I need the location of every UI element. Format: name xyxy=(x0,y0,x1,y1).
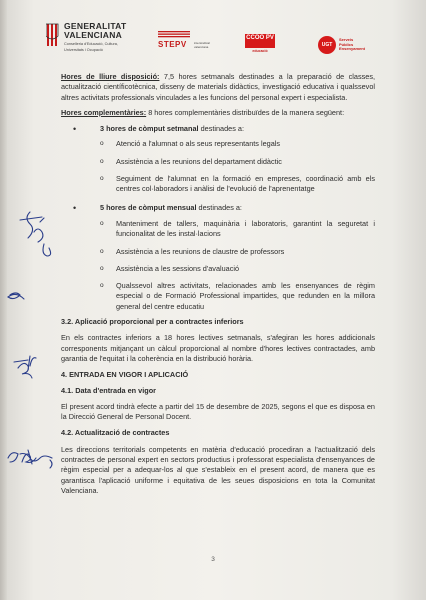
stepv-subtitle: intersindical valenciana xyxy=(194,41,210,49)
term-hores-complementaries: Hores complementàries: xyxy=(61,107,147,117)
paragraph-text: 7,5 hores setmanals destinades a la preparació de classes, actualització científicotècnica, disseny de materials didàctics, investigació educativa i qualssevol altres activitats professionals vinculades a les funcions del personal expert i especialista. xyxy=(61,72,375,102)
ccoo-subtitle: educació xyxy=(252,49,268,53)
list-item-setmanal xyxy=(61,124,375,194)
group-heading: 3 hores de còmput setmanal xyxy=(100,124,199,134)
list-item-mensual xyxy=(61,203,375,312)
list-item: o Qualssevol altres activitats, relacionades amb les ensenyances de règim especial o de Formació Professional impartides, que redunden en la millora general del centre educatiu xyxy=(100,281,375,312)
group-heading-rest: destinades a: xyxy=(198,124,244,134)
page-edge-shadow xyxy=(0,0,7,600)
signature-3 xyxy=(14,356,32,378)
generalitat-emblem-icon xyxy=(46,22,60,48)
list-item: o Manteniment de tallers, maquinària i laboratoris, garantint la seguretat i funcionalitat de les instal·lacions xyxy=(100,219,375,240)
page-number: 3 xyxy=(211,556,215,563)
group-heading-rest: destinades a: xyxy=(196,202,242,212)
section-4-2-title: 4.2. Actualització de contractes xyxy=(61,428,170,438)
paragraph-text: 8 hores complementàries distribuïdes de la manera següent: xyxy=(146,107,345,117)
generalitat-name-line2: VALENCIANA xyxy=(64,30,123,40)
section-4-title: 4. ENTRADA EN VIGOR I APLICACIÓ xyxy=(61,370,189,380)
generalitat-logo xyxy=(46,22,126,53)
paragraph-hores-complementaries xyxy=(61,108,375,118)
margin-signatures xyxy=(0,0,60,600)
list-item: o Assistència a les reunions de claustre de professors xyxy=(100,247,375,257)
group-heading: 5 hores de còmput mensual xyxy=(100,202,197,212)
section-3-2-text: En els contractes inferiors a 18 hores lectives setmanals, s'afegiran les hores addicionals corresponents mitjançant un càlcul proporcional al nombre d'hores lectives contractades, amb garantia de l'equitat i la coherència en la distribució horària. xyxy=(61,333,375,363)
signature-4 xyxy=(8,450,52,464)
sublist-setmanal xyxy=(100,139,375,194)
stepv-logo xyxy=(158,40,210,49)
ugt-logo xyxy=(318,36,367,54)
list-item: o Seguiment de l'alumnat en la formació en empreses, coordinació amb els centres col·laboradors i anàlisi de l'evolució de l'aprenentatge xyxy=(100,174,375,195)
document-body xyxy=(61,72,375,496)
paragraph-lliure-disposicio xyxy=(61,72,375,103)
section-4-1-title: 4.1. Data d'entrada en vigor xyxy=(61,385,157,395)
ugt-subtitle: Serveis Públics Ensenyament xyxy=(339,37,366,52)
list-item: o Assistència a les sessions d'avaluació xyxy=(100,264,375,274)
stepv-name: STEPV xyxy=(158,40,187,49)
conselleria-line1: Conselleria d'Educació, Cultura, xyxy=(64,42,118,46)
section-3-2-title: 3.2. Aplicació proporcional per a contractes inferiors xyxy=(61,317,244,327)
ugt-emblem: UGT xyxy=(318,36,336,54)
section-4-1-text: El present acord tindrà efecte a partir del 15 de desembre de 2025, segons el que es disposa en la Direcció General de Personal Docent. xyxy=(61,401,375,422)
generalitat-name-line1: GENERALITAT xyxy=(64,21,127,31)
signature-1 xyxy=(20,212,43,242)
sublist-mensual xyxy=(100,219,375,312)
section-4-2-text: Les direccions territorials competents en matèria d'educació procediran a l'actualització dels contractes de personal expert en sectors productius i professorat especialista d'ensenyances de règim especial per a adequar-los al que s'estableix en el present acord, de manera que es garantisca l'aplicació uniforme i equitativa de les seues disposicions en tota la Comunitat Valenciana. xyxy=(61,444,375,495)
list-item: o Atenció a l'alumnat o als seus representants legals xyxy=(100,139,375,149)
complementary-hours-list xyxy=(61,124,375,312)
conselleria-line2: Universitats i Ocupació xyxy=(64,48,103,53)
term-lliure-disposicio: Hores de lliure disposició: xyxy=(61,72,160,81)
list-item: o Assistència a les reunions del departament didàctic xyxy=(100,157,375,167)
stepv-stripes-icon xyxy=(158,31,190,39)
ccoo-logo: CCOO PV xyxy=(245,34,275,48)
letterhead xyxy=(46,22,386,62)
signature-2 xyxy=(8,293,24,299)
